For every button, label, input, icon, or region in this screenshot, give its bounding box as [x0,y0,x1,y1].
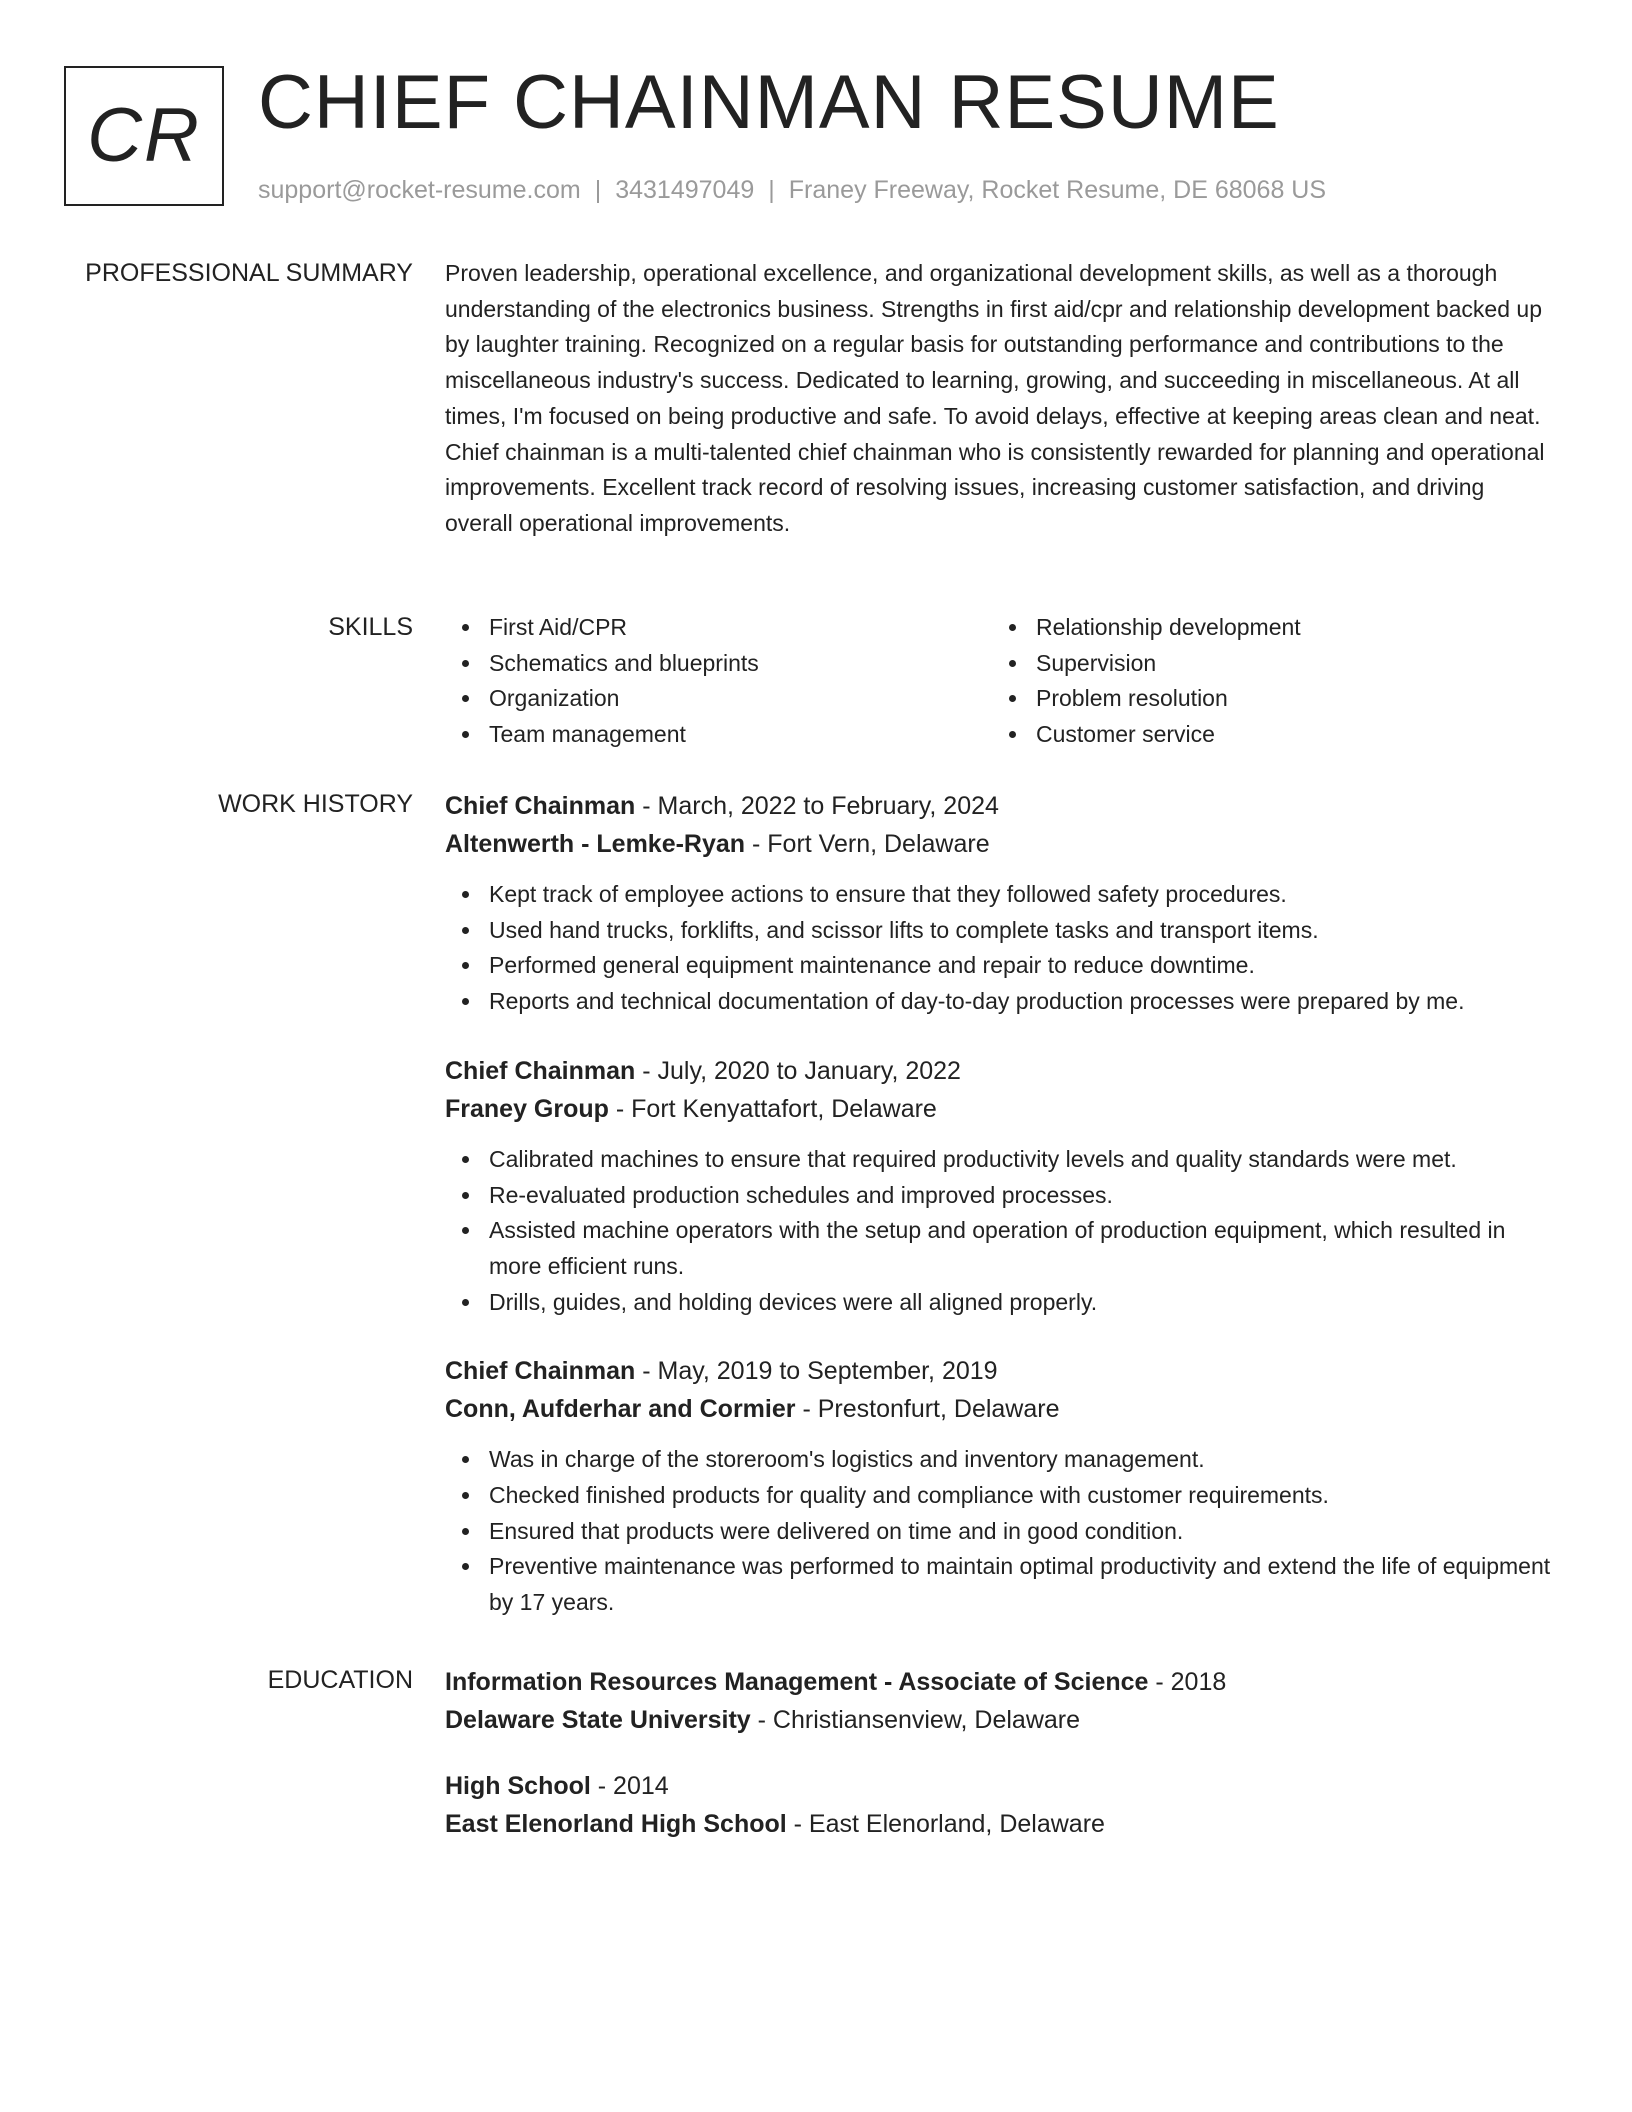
education-degree: High School [445,1772,591,1800]
job-company-line [445,1090,1555,1128]
job-entry [445,787,1555,1020]
job-duties [445,1442,1555,1621]
work-body [445,787,1555,1653]
contact-address: Franey Freeway, Rocket Resume, DE 68068 US [788,176,1327,204]
monogram-box [64,66,224,206]
job-duty: Ensured that products were delivered on time and in good condition. [489,1514,1555,1550]
summary-body [445,256,1555,542]
job-title-line [445,1352,1555,1390]
skill-item: Relationship development [1036,610,1539,646]
job-duties [445,877,1555,1020]
job-duty: Drills, guides, and holding devices were all aligned properly. [489,1285,1555,1321]
job-company: Franey Group [445,1094,609,1123]
job-entry [445,1352,1555,1621]
job-location: - Fort Kenyattafort, Delaware [608,1094,937,1123]
education-year: - 2014 [590,1772,669,1800]
job-company: Altenwerth - Lemke-Ryan [445,830,746,858]
skill-item: First Aid/CPR [489,610,992,646]
skill-item: Team management [489,717,992,753]
section-label-skills: SKILLS [328,613,413,641]
job-duty: Used hand trucks, forklifts, and scissor lifts to complete tasks and transport items. [489,913,1555,949]
job-title: Chief Chainman [445,792,636,820]
job-title-line [445,1052,1555,1090]
job-dates: - May, 2019 to September, 2019 [635,1357,998,1386]
job-entry [445,1052,1555,1321]
education-year: - 2018 [1148,1668,1227,1696]
job-duty: Reports and technical documentation of day-to-day production processes were prepared by me. [489,984,1555,1020]
job-duty: Kept track of employee actions to ensure that they followed safety procedures. [489,877,1555,913]
job-company-line [445,1390,1555,1428]
job-duties [445,1142,1555,1321]
job-dates: - July, 2020 to January, 2022 [635,1056,961,1085]
job-duty: Preventive maintenance was performed to maintain optimal productivity and extend the life of equipment by 17 years. [489,1549,1555,1620]
job-duty: Checked finished products for quality and compliance with customer requirements. [489,1478,1555,1514]
section-label-education: EDUCATION [267,1666,413,1694]
education-degree: Information Resources Management - Associate of Science [445,1668,1149,1696]
job-location: - Prestonfurt, Delaware [795,1395,1060,1424]
skills-grid [445,610,1555,753]
job-company: Conn, Aufderhar and Cormier [445,1395,796,1424]
job-duty: Re-evaluated production schedules and improved processes. [489,1178,1555,1214]
education-location: - East Elenorland, Delaware [786,1810,1105,1838]
education-location: - Christiansenview, Delaware [750,1706,1080,1734]
education-degree-line [445,1767,1555,1805]
skill-item: Organization [489,681,992,717]
contact-separator: | [768,176,775,204]
skill-item: Schematics and blueprints [489,646,992,682]
skill-item: Supervision [1036,646,1539,682]
job-duty: Was in charge of the storeroom's logistics and inventory management. [489,1442,1555,1478]
job-duty: Performed general equipment maintenance and repair to reduce downtime. [489,948,1555,984]
education-body [445,1663,1555,1871]
contact-phone[interactable]: 3431497049 [615,176,755,204]
education-school: Delaware State University [445,1706,751,1734]
contact-email[interactable]: support@rocket-resume.com [258,176,581,204]
section-label-work: WORK HISTORY [218,790,413,818]
job-location: - Fort Vern, Delaware [745,830,990,858]
monogram-initials: CR [87,93,201,178]
job-duty: Assisted machine operators with the setup and operation of production equipment, which resulted in more efficient runs. [489,1213,1555,1284]
education-entry [445,1663,1555,1739]
skill-item: Problem resolution [1036,681,1539,717]
job-duty: Calibrated machines to ensure that required productivity levels and quality standards were met. [489,1142,1555,1178]
skills-list-right [992,610,1539,753]
job-title: Chief Chainman [445,1357,636,1386]
education-school: East Elenorland High School [445,1810,787,1838]
skill-item: Customer service [1036,717,1539,753]
resume-title: CHIEF CHAINMAN RESUME [258,60,1280,145]
education-entry [445,1767,1555,1843]
skills-body [445,610,1555,753]
job-company-line [445,825,1555,863]
contact-line [258,174,1326,206]
skills-list-left [445,610,992,753]
education-degree-line [445,1663,1555,1701]
education-school-line [445,1805,1555,1843]
contact-separator: | [594,176,602,204]
education-school-line [445,1701,1555,1739]
section-label-summary: PROFESSIONAL SUMMARY [85,259,413,287]
job-title: Chief Chainman [445,1056,636,1085]
summary-text: Proven leadership, operational excellence, and organizational development skills, as well as a thorough understanding of the electronics business. Strengths in first aid/cpr and relationship development backed up by laughter training. Recognized on a regular basis for outstanding performance and contributions to the miscellaneous industry's success. Dedicated to learning, growing, and succeeding in miscellaneous. At all times, I'm focused on being productive and safe. To avoid delays, effective at keeping areas clean and neat. Chief chainman is a multi-talented chief chainman who is consistently rewarded for planning and operational improvements. Excellent track record of resolving issues, increasing customer satisfaction, and driving overall operational improvements. [445,260,1545,536]
job-dates: - March, 2022 to February, 2024 [635,792,999,820]
job-title-line [445,787,1555,825]
